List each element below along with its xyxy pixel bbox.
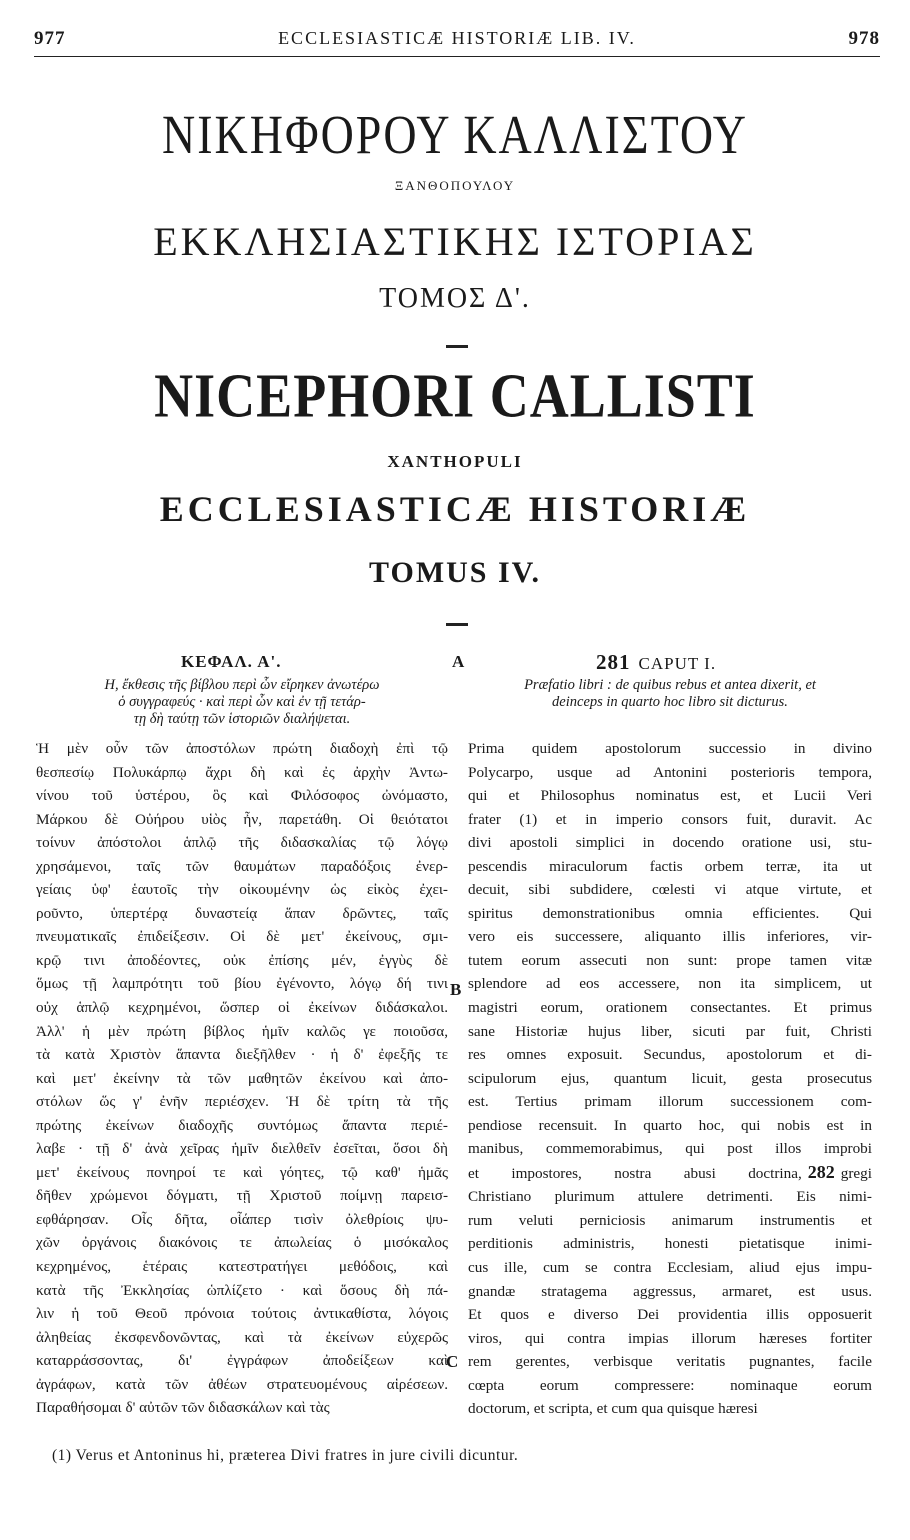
text-line: Ἀλλ' ἡ μὲν πρώτη βίβλος ἡμῖν καλῶς γε ποιοῦσα, (36, 1022, 448, 1040)
text-line: λαβε · τῇ δ' ἀνὰ χεῖρας ἡμῖν διελθεῖν ἐσεῖται, ὅσοι δὴ (36, 1140, 448, 1158)
text-line: κεχρημένος, ἑτέραις κατεστρατήγει μεθόδοις, καὶ (36, 1258, 448, 1276)
text-line: rem gerentes, verbisque veritatis pugnantes, facile (468, 1353, 872, 1371)
text-line: est. Tertius primam illorum successionem com- (468, 1093, 872, 1111)
text-line: τοίνυν ἀπόστολοι ἁπλῷ τῆς διδασκαλίας τῷ λόγῳ (36, 834, 448, 852)
page-number-left: 977 (34, 28, 66, 49)
text-line: decuit, sibi subdidere, cœlesti vi atque virtute, et (468, 881, 872, 899)
text-line: εφθάρησαν. Οἷς δῆτα, οἷάπερ τισὶν ὀλεθρίοις ψυ- (36, 1210, 448, 1228)
text-line: magistri eorum, orationem consectantes. Et primus (468, 999, 872, 1017)
latin-text (468, 737, 872, 1421)
inline-continuation: gregi (840, 1164, 872, 1182)
greek-surname: ΞΑΝΘΟΠΟΥΛΟΥ (394, 178, 516, 193)
text-line: νίνου τοῦ ὑστέρου, ὃς καὶ Φιλόσοφος ὠνόμαστο, (36, 787, 448, 805)
margin-marker-b: B (450, 980, 462, 999)
summary-line: deinceps in quarto hoc libro sit dicturus. (552, 694, 788, 710)
margin-marker-c: C (446, 1352, 459, 1371)
text-line: ἀληθείας ἐκσφενδονῶντας, καὶ τὰ ἐκείνων εὐχερῶς (36, 1328, 448, 1346)
text-line: pendiose recensuit. In quarto hoc, qui nobis est in (468, 1116, 872, 1134)
text-line: οὐχ ἁπλῷ κεχρημένοι, ὥσπερ οἱ ἐκείνων διδάσκαλοι. (36, 999, 448, 1017)
text-line: et impostores, nostra abusi doctrina, (468, 1164, 802, 1182)
text-line: θεσπεσίῳ Πολυκάρπῳ ἄχρι δὴ καὶ ἐς ἀρχὴν Ἀντω- (36, 763, 448, 781)
text-line: manibus, commemorabimus, qui post illos improbi (468, 1140, 872, 1158)
text-line: cœpta eorum compressere: nominaque eorum (468, 1376, 872, 1394)
latin-volume: TOMUS IV. (369, 556, 541, 589)
text-line: ἀγράφων, κατὰ τῶν ἀθέων στρατευομένους αἱρέσεων. (36, 1375, 448, 1393)
text-line: scipulorum ejus, quantum licuit, gesta prosecutus (468, 1069, 872, 1087)
latin-chapter-heading (596, 650, 716, 675)
greek-author: ΝΙΚΗΦΟΡΟΥ ΚΑΛΛΙΣΤΟΥ (161, 103, 748, 166)
greek-chapter-heading: ΚΕΦΑΛ. Α'. (181, 652, 282, 671)
latin-chapter-summary (468, 677, 872, 711)
text-line: splendore ad eos accessere, non ita simplicem, ut (468, 975, 872, 993)
latin-work-title: ECCLESIASTICÆ HISTORIÆ (159, 489, 751, 529)
text-line: καὶ μετ' ἐκείνην τὰ τῶν μαθητῶν ἐκείνου καὶ ἀπο- (36, 1069, 448, 1087)
text-line: Et quos e diverso Dei providentia illis opposuerit (468, 1306, 872, 1324)
text-line: vero eis successere, aliquanto illis inferiores, vir- (468, 928, 872, 946)
running-head (34, 24, 880, 54)
section-divider (446, 623, 468, 626)
caput-label: CAPUT I. (638, 654, 717, 673)
summary-line: Præfatio libri : de quibus rebus et antea dixerit, et (524, 677, 816, 693)
text-line: στόλων ὥς γ' ἐνῆν περιέσχεν. Ἡ δὲ τρίτη τὰ τῆς (36, 1093, 448, 1111)
text-line: qui et Philosophus nominatus est, et Lucii Veri (468, 787, 872, 805)
text-line: rum veluti perniciosis animarum instrumentis et (468, 1211, 872, 1229)
text-line: καταρράσσοντας, δι' ἐγγράφων ἀποδείξεων καὶ (36, 1352, 448, 1370)
text-line: doctorum, et scripta, et cum qua quisque hæresi (468, 1400, 758, 1418)
greek-text (36, 737, 448, 1420)
text-line: τὰ κατὰ Χριστὸν ἅπαντα διεξῆλθεν · ἡ δ' ἐφεξῆς τε (36, 1046, 448, 1064)
text-line: spiritus demonstrationibus omnia efficientes. Qui (468, 904, 872, 922)
text-line: Prima quidem apostolorum successio in divino (468, 740, 872, 757)
text-line: δῆθεν χρώμενοι δόγματι, τῇ Χριστοῦ ποίμνῃ παρεισ- (36, 1187, 448, 1205)
text-line: Ἡ μὲν οὖν τῶν ἀποστόλων πρώτη διαδοχὴ ἐπὶ τῷ (36, 740, 448, 757)
text-line: Christiano plurimum attulere detrimenti. Eis nimi- (468, 1188, 872, 1206)
text-line: μετ' ἐκείνους πονηροί τε καὶ γόητες, τῷ καθ' ἡμᾶς (36, 1163, 448, 1181)
text-line: perditionis administris, honesti pietatisque inimi- (468, 1235, 872, 1253)
greek-volume: ΤΟΜΟΣ Δ'. (379, 283, 531, 314)
text-line: πνευματικαῖς ἐπιδείξεσιν. Οἱ δὲ μετ' ἐκείνους, σμι- (36, 928, 448, 946)
margin-marker-a: A (452, 652, 465, 671)
text-line: χῶν ὀργάνοις διακόνοις τε ἀπωλείας ὁ μισόκαλος (36, 1234, 448, 1252)
summary-line: τῃ δὴ ταύτῃ τῶν ἱστοριῶν διαλήψεται. (133, 711, 351, 727)
text-line: Polycarpo, usque ad Antonini posterioris tempora, (468, 763, 872, 781)
header-rule (34, 56, 880, 57)
text-line: λιν ἡ τοῦ Θεοῦ πρόνοια τούτοις ἀντικαθίστα, λόγοις (36, 1305, 448, 1323)
text-line-wrap (468, 1161, 872, 1186)
inline-column-number: 282 (807, 1161, 835, 1182)
text-line: ὅμως τῇ λαμπρότητι τοῦ βίου ἐγένοντο, λόγῳ δή τινι (36, 975, 448, 993)
text-line: pescendis miraculorum factis orbem terræ, ita ut (468, 857, 872, 875)
text-line: frater (1) et in imperio consors fuit, duravit. Ac (468, 810, 872, 828)
text-line: divi apostoli simplici in docendo oratione usi, stu- (468, 834, 872, 852)
text-line: χρησάμενοι, ταῖς τῶν θαυμάτων παραδόξοις ἐνερ- (36, 857, 448, 875)
text-line: κατὰ τῆς Ἐκκλησίας ὡπλίζετο · καὶ ὅσους δὴ πά- (36, 1281, 448, 1299)
text-line: viros, qui contra impias illorum hæreses fortiter (468, 1329, 872, 1347)
running-title: ECCLESIASTICÆ HISTORIÆ LIB. IV. (278, 28, 636, 48)
text-line: tutem eorum assecuti non sunt: prope tamen vitæ (468, 951, 872, 969)
text-line: sane Historiæ hujus liber, sicuti par fuit, Christi (468, 1022, 872, 1040)
footnote: (1) Verus et Antoninus hi, præterea Divi fratres in jure civili dicuntur. (52, 1447, 519, 1464)
latin-author: NICEPHORI CALLISTI (154, 361, 756, 431)
text-line: res omnes exposuit. Secundus, apostolorum et di- (468, 1046, 872, 1064)
greek-work-title: ΕΚΚΛΗΣΙΑΣΤΙΚΗΣ ΙΣΤΟΡΙΑΣ (153, 219, 757, 264)
summary-line: Η, ἔκθεσις τῆς βίβλου περὶ ὧν εἴρηκεν ἀνωτέρω (104, 677, 380, 693)
text-line: cus ille, cum se contra Ecclesiam, aliud ejus impu- (468, 1259, 872, 1277)
text-line: gnandæ stratagema aggressus, armaret, est usus. (468, 1282, 872, 1300)
page-number-right: 978 (848, 28, 880, 49)
summary-line: ὁ συγγραφεύς · καὶ περὶ ὧν καὶ ἐν τῇ τετάρ- (118, 694, 366, 710)
column-number: 281 (596, 650, 631, 674)
text-line: πρώτης ἐκείνων διαδοχῆς συντόμως ἅπαντα περιέ- (36, 1116, 448, 1134)
text-line: γείαις ὑφ' ἑαυτοῖς τὴν οἰκουμένην ὡς εἰκὸς ἐχει- (36, 881, 448, 899)
latin-surname: XANTHOPULI (387, 452, 523, 471)
text-line: Παραθήσομαι δ' αὐτῶν τῶν διδασκάλων καὶ τὰς (36, 1399, 330, 1417)
text-line: Μάρκου δὲ Οὐήρου υἱὸς ἦν, παρετάθη. Οἱ θειότατοι (36, 810, 448, 828)
title-divider (446, 345, 468, 348)
text-line: ροῦντο, ὑπερτέρᾳ δυναστείᾳ ἅπαν δρῶντες, ταῖς (36, 904, 448, 922)
text-line: κρῷ τινι ἀποδέοντες, οὐκ ἐπίσης μέν, ἐγγὺς δὲ (36, 951, 448, 969)
greek-chapter-summary (36, 677, 448, 728)
